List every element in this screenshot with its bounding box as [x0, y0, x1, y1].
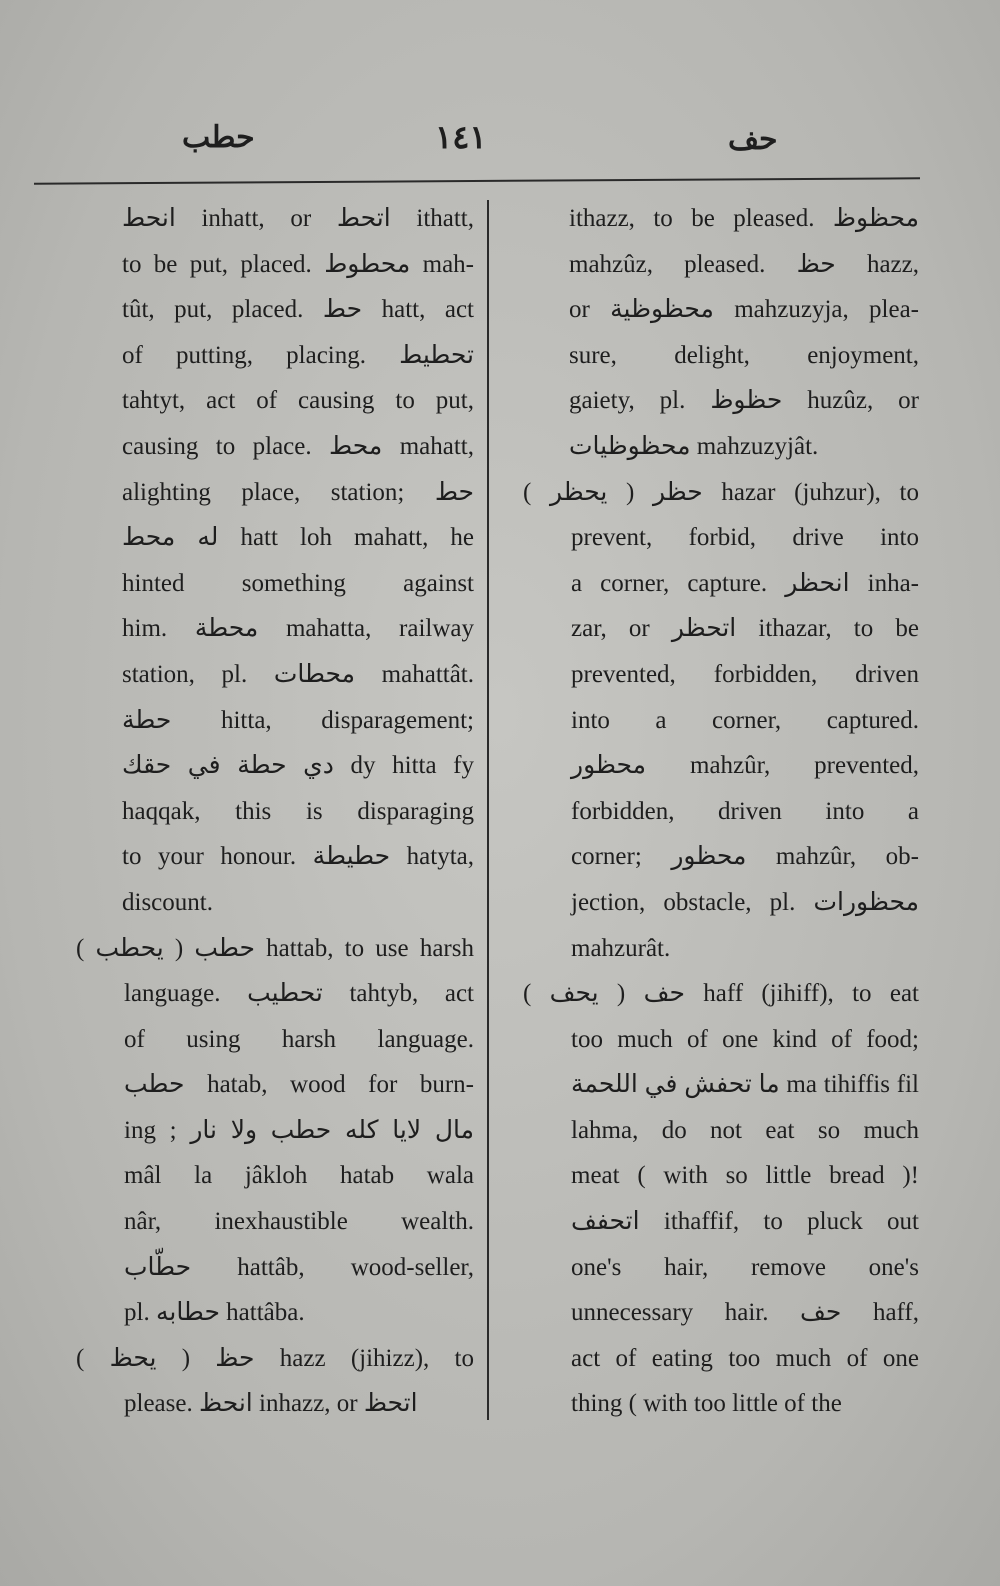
text-line: act of eating too much of one: [571, 1344, 919, 1372]
text-line: حطب hatab, wood for burn-: [124, 1071, 474, 1099]
left-guide-word: حطب: [182, 121, 255, 154]
text-line: mahzurât.: [571, 934, 671, 962]
right-guide-word: حف: [728, 123, 778, 156]
text-line: sure, delight, enjoyment,: [569, 341, 919, 369]
header-rule: [34, 177, 920, 184]
text-line: nâr, inexhaustible wealth.: [124, 1208, 474, 1236]
text-line: محظور mahzûr, prevented,: [571, 752, 919, 780]
text-line: hinted something against: [122, 569, 474, 597]
text-line: prevent, forbid, drive into: [571, 524, 919, 552]
entry-headword-line: حف ( يحف ) haff (jihiff), to eat: [523, 980, 919, 1008]
text-line: tût, put, placed. حط hatt, act: [122, 296, 474, 324]
text-line: دي حطة في حقك dy hitta fy: [122, 752, 474, 780]
text-line: له محط hatt loh mahatt, he: [122, 524, 474, 552]
text-line: haqqak, this is disparaging: [122, 797, 474, 825]
text-line: gaiety, pl. حظوظ huzûz, or: [569, 387, 919, 415]
entry-headword-line: حظر ( يحظر ) hazar (juhzur), to: [523, 478, 919, 506]
text-line: causing to place. محط mahatt,: [122, 432, 474, 460]
text-line: انحط inhatt, or اتحط ithatt,: [122, 205, 474, 232]
page-header: [0, 118, 1000, 168]
text-line: mâl la jâkloh hatab wala: [124, 1162, 474, 1190]
text-line: mahzûz, pleased. حظ hazz,: [569, 250, 919, 278]
text-line: into a corner, captured.: [571, 706, 919, 734]
text-line: or محظوظية mahzuzyja, plea-: [569, 296, 919, 324]
text-line: tahtyt, act of causing to put,: [122, 387, 474, 415]
text-line: ما تحفش في اللحمة ma tihiffis fil: [571, 1071, 919, 1099]
left-column: [76, 196, 474, 1427]
text-line: one's hair, remove one's: [571, 1253, 919, 1281]
entry-headword-line: حطب ( يحطب ) hattab, to use harsh: [76, 934, 474, 962]
text-line: zar, or اتحظر ithazar, to be: [571, 615, 919, 643]
text-line: of using harsh language.: [124, 1025, 474, 1053]
page-number: ١٤١: [435, 119, 487, 155]
text-line: حطة hitta, disparagement;: [122, 706, 474, 734]
text-line: ithazz, to be pleased. محظوظ: [569, 205, 919, 232]
text-line: jection, obstacle, pl. محظورات: [571, 888, 919, 916]
text-line: alighting place, station; حط: [122, 478, 474, 506]
text-line: discount.: [122, 888, 213, 916]
text-line: corner; محظور mahzûr, ob-: [571, 843, 919, 871]
text-line: اتحفف ithaffif, to pluck out: [571, 1208, 919, 1236]
text-line: thing ( with too little of the: [571, 1390, 842, 1418]
entry-headword-line: حظ ( يحظ ) hazz (jihizz), to: [76, 1344, 474, 1372]
text-line: of putting, placing. تحطيط: [122, 341, 474, 369]
text-line: unnecessary hair. حف haff,: [571, 1299, 919, 1327]
text-line: lahma, do not eat so much: [571, 1116, 919, 1144]
column-divider: [487, 200, 489, 1420]
text-line: pl. حطابه hattâba.: [124, 1299, 305, 1327]
text-line: forbidden, driven into a: [571, 797, 919, 825]
text-line: محظوظيات mahzuzyjât.: [569, 432, 819, 460]
text-line: to your honour. حطيطة hatyta,: [122, 843, 474, 871]
text-line: language. تحطيب tahtyb, act: [124, 980, 474, 1008]
text-line: a corner, capture. انحظر inha-: [571, 569, 919, 597]
right-column: [523, 196, 919, 1427]
text-line: please. انحظ inhazz, or اتحظ: [124, 1390, 418, 1418]
text-line: حطّاب hattâb, wood-seller,: [124, 1253, 474, 1281]
text-line: prevented, forbidden, driven: [571, 660, 919, 688]
text-line: meat ( with so little bread )!: [571, 1162, 919, 1190]
text-line: ing ; مال لايا كله حطب ولا نار: [124, 1116, 474, 1144]
text-line: to be put, placed. محطوط mah-: [122, 250, 474, 278]
text-line: station, pl. محطات mahattât.: [122, 660, 474, 688]
text-line: him. محطة mahatta, railway: [122, 615, 474, 643]
text-line: too much of one kind of food;: [571, 1025, 919, 1053]
